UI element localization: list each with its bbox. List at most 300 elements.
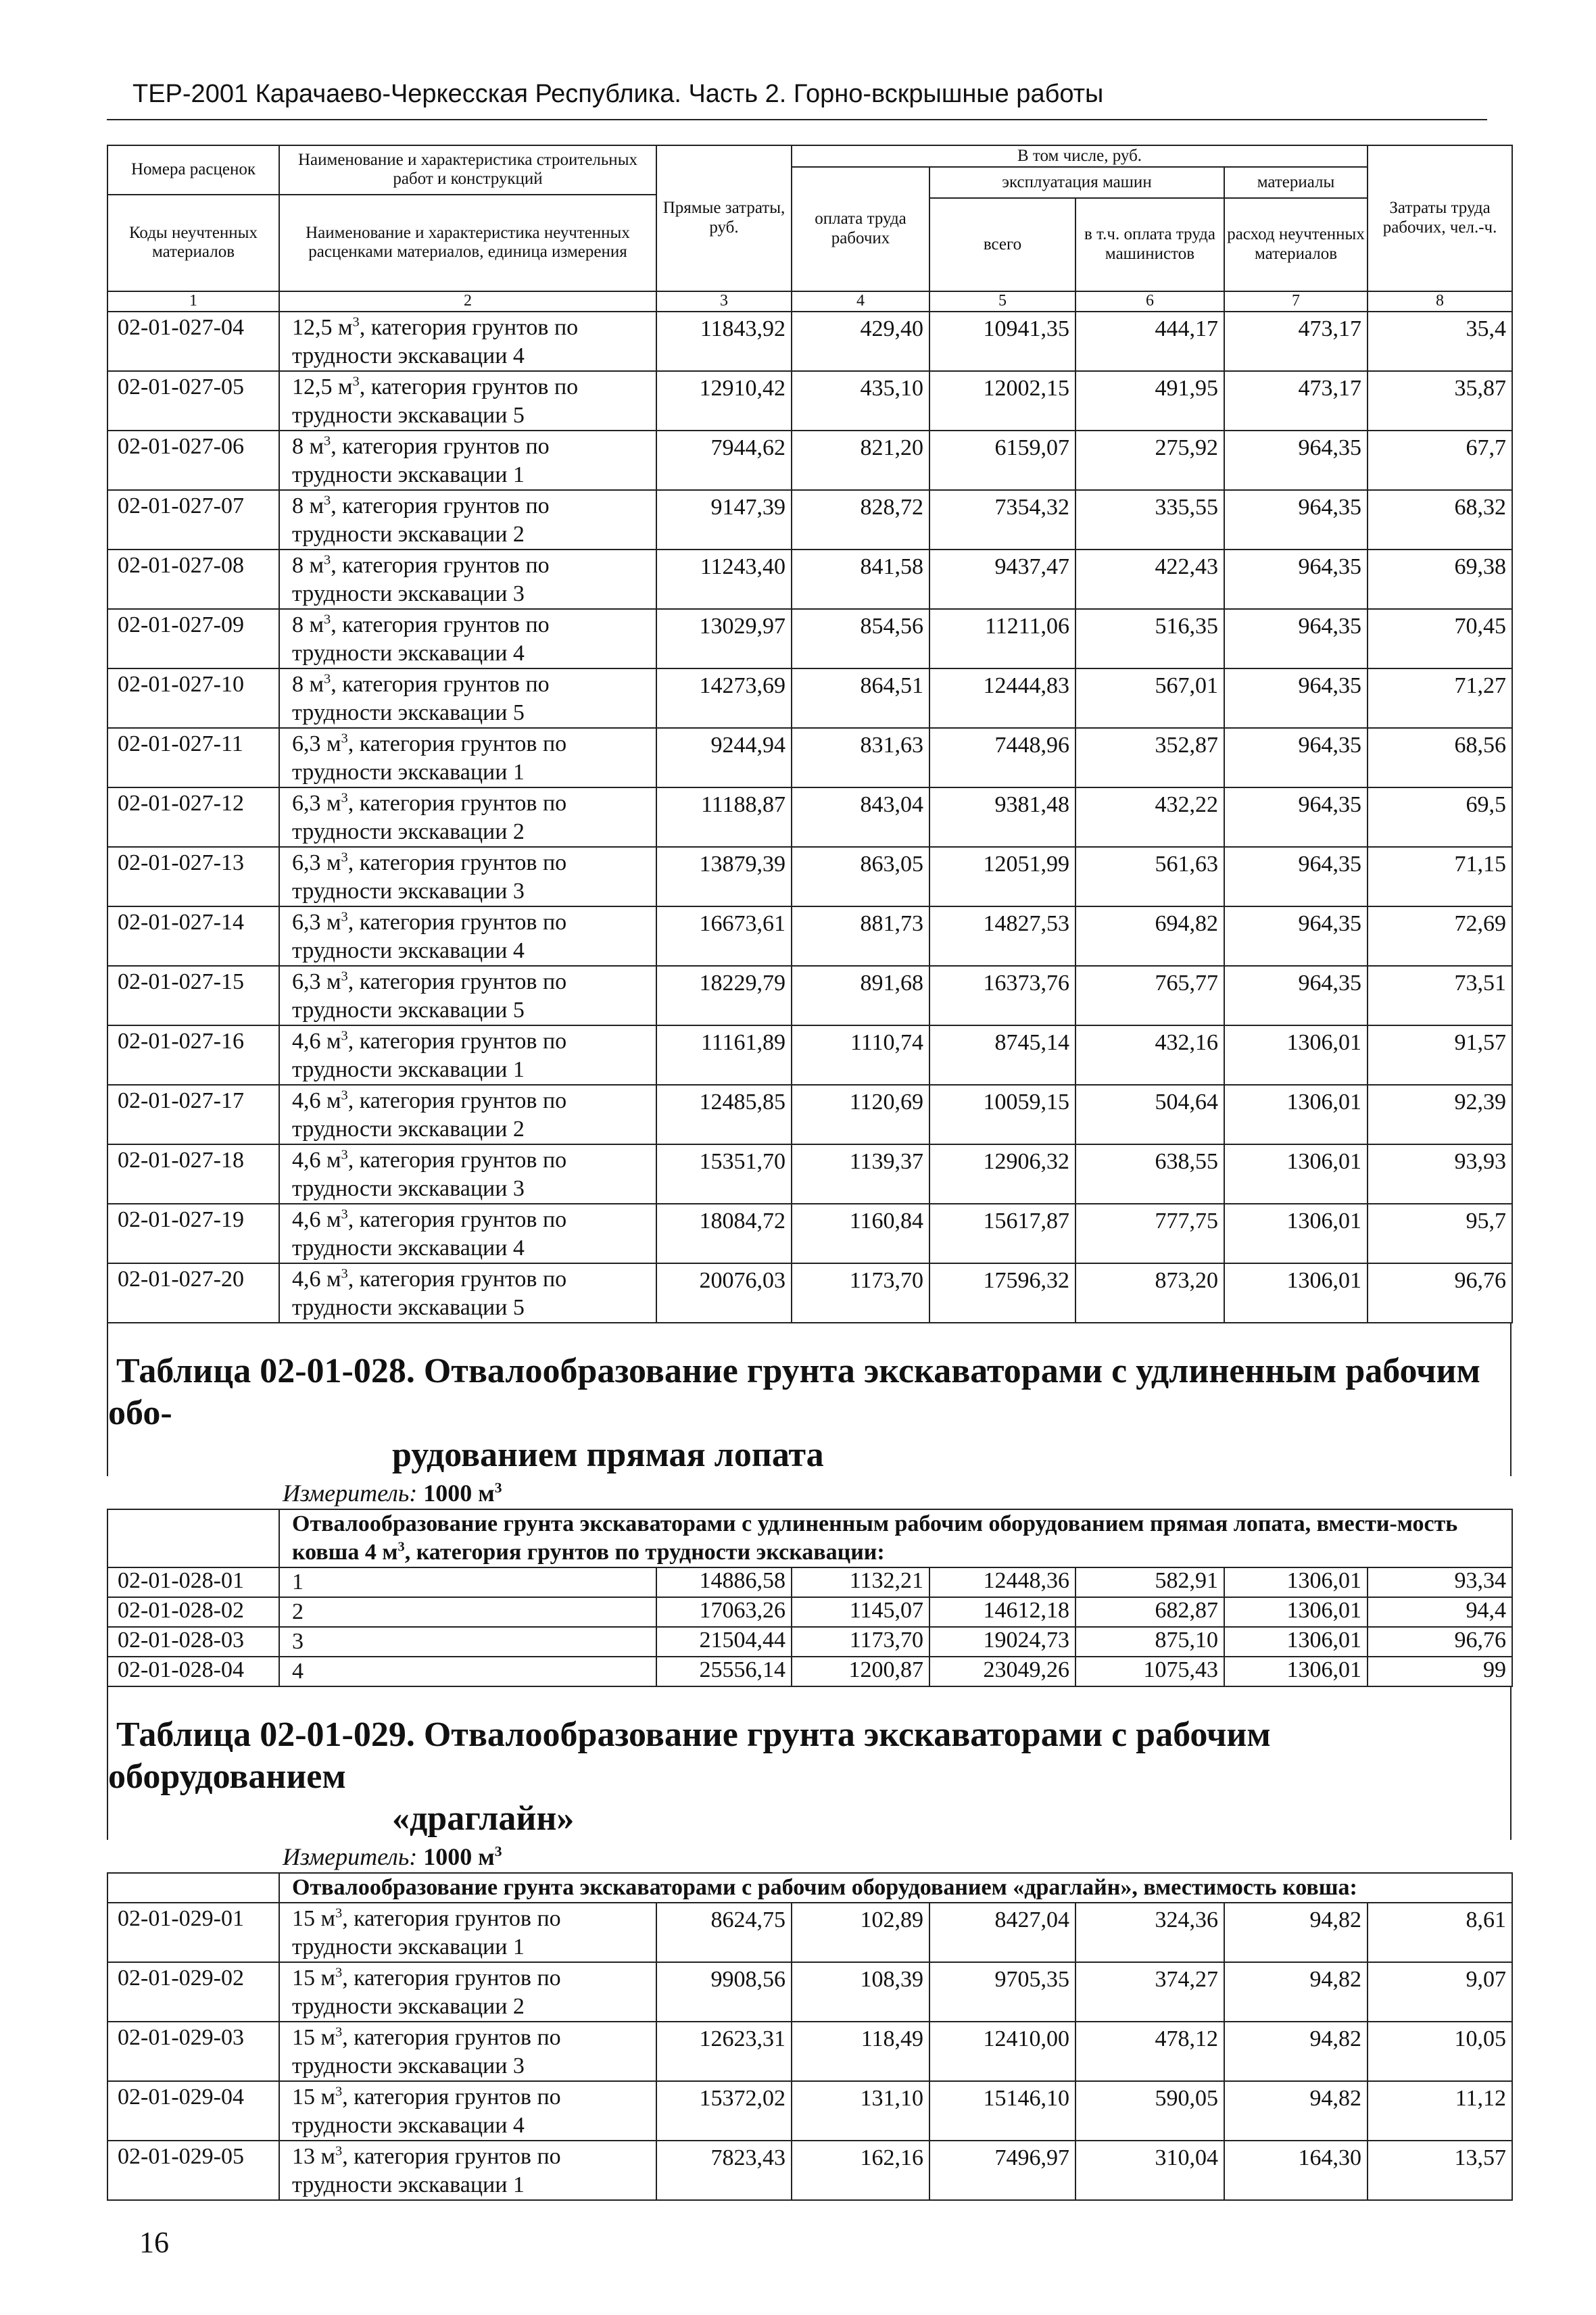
column-number-row	[107, 291, 1512, 312]
value-cell: 94,82	[1224, 2022, 1368, 2081]
unit: м	[309, 493, 324, 518]
rate-code: 02-01-027-18	[107, 1144, 279, 1204]
value-cell: 92,39	[1368, 1085, 1512, 1144]
table-row	[107, 371, 1512, 431]
bucket-volume: 8	[292, 672, 304, 697]
value-cell: 1173,70	[792, 1263, 929, 1323]
value-cell: 777,75	[1075, 1204, 1224, 1263]
unit-power: 3	[324, 433, 331, 449]
table-row	[107, 2141, 1512, 2200]
work-name	[279, 906, 656, 966]
value-cell: 10,05	[1368, 2022, 1512, 2081]
value-cell: 352,87	[1075, 728, 1224, 787]
rate-code: 02-01-029-05	[107, 2141, 279, 2200]
value-cell: 25556,14	[656, 1657, 792, 1686]
unit: м	[327, 731, 341, 756]
unit-power: 3	[324, 493, 331, 508]
value-cell: 99	[1368, 1657, 1512, 1686]
work-name	[279, 2022, 656, 2081]
rate-code: 02-01-027-07	[107, 490, 279, 550]
soil-category: 4	[512, 343, 525, 368]
value-cell: 7823,43	[656, 2141, 792, 2200]
value-cell: 694,82	[1075, 906, 1224, 966]
value-cell: 162,16	[792, 2141, 929, 2200]
col-header-work-name: Наименование и характеристика строительных работ и конструкций Наименование и характеристика неучтенных расценками материалов, единица измерения	[279, 145, 656, 291]
unit-power: 3	[341, 1088, 348, 1103]
value-cell: 881,73	[792, 906, 929, 966]
value-cell: 71,15	[1368, 847, 1512, 906]
value-cell: 964,35	[1224, 431, 1368, 490]
value-cell: 94,82	[1224, 1962, 1368, 2022]
value-cell: 765,77	[1075, 966, 1224, 1025]
table-row	[107, 966, 1512, 1025]
unit: м	[327, 1148, 341, 1173]
value-cell: 11843,92	[656, 312, 792, 371]
unit: м	[309, 612, 324, 637]
unit: м	[327, 969, 341, 994]
value-cell: 1075,43	[1075, 1657, 1224, 1686]
value-cell: 964,35	[1224, 906, 1368, 966]
value-cell: 7354,32	[929, 490, 1075, 550]
value-cell: 96,76	[1368, 1263, 1512, 1323]
name-suffix: , категория грунтов по трудности экскавации	[292, 672, 550, 725]
bucket-volume: 6,3	[292, 791, 321, 816]
value-cell: 93,34	[1368, 1567, 1512, 1597]
column-number: 2	[279, 291, 656, 312]
col-header-machine-operation: эксплуатация машин	[929, 167, 1224, 198]
name-suffix: , категория грунтов по трудности экскавации	[292, 1029, 567, 1082]
bucket-volume: 6,3	[292, 731, 321, 756]
bucket-volume: 4,6	[292, 1207, 321, 1232]
unit-power: 3	[341, 731, 348, 746]
soil-category: 1	[512, 1057, 525, 1082]
value-cell: 1306,01	[1224, 1627, 1368, 1657]
name-suffix: , категория грунтов по трудности экскавации	[292, 2085, 561, 2138]
soil-category: 5	[512, 998, 525, 1023]
value-cell: 831,63	[792, 728, 929, 787]
unit-power: 3	[341, 790, 348, 806]
unit-power: 3	[324, 671, 331, 687]
rate-code: 02-01-027-20	[107, 1263, 279, 1323]
rate-code: 02-01-027-10	[107, 668, 279, 728]
value-cell: 964,35	[1224, 728, 1368, 787]
column-number: 6	[1075, 291, 1224, 312]
work-name	[279, 728, 656, 787]
value-cell: 12410,00	[929, 2022, 1075, 2081]
value-cell: 964,35	[1224, 966, 1368, 1025]
bucket-volume: 15	[292, 2025, 315, 2050]
column-number: 1	[107, 291, 279, 312]
rates-table-028	[107, 1509, 1513, 1687]
value-cell: 11188,87	[656, 787, 792, 847]
table-row	[107, 1657, 1512, 1686]
rate-code: 02-01-029-03	[107, 2022, 279, 2081]
value-cell: 1306,01	[1224, 1657, 1368, 1686]
work-name	[279, 1903, 656, 1962]
rate-code: 02-01-028-04	[107, 1657, 279, 1686]
value-cell: 12444,83	[929, 668, 1075, 728]
unit: м	[309, 434, 324, 459]
name-suffix: , категория грунтов по трудности экскавации	[292, 2025, 561, 2078]
value-cell: 374,27	[1075, 1962, 1224, 2022]
unit: м	[320, 2085, 336, 2110]
value-cell: 18229,79	[656, 966, 792, 1025]
value-cell: 9381,48	[929, 787, 1075, 847]
section-title-028: Таблица 02-01-028. Отвалообразование грунта экскаваторами с удлиненным рабочим обо- рудованием прямая лопата	[107, 1323, 1512, 1476]
bucket-volume: 4,6	[292, 1267, 321, 1292]
value-cell: 16373,76	[929, 966, 1075, 1025]
unit: м	[327, 1207, 341, 1232]
value-cell: 567,01	[1075, 668, 1224, 728]
value-cell: 9,07	[1368, 1962, 1512, 2022]
value-cell: 9908,56	[656, 1962, 792, 2022]
value-cell: 12051,99	[929, 847, 1075, 906]
unit-power: 3	[341, 1028, 348, 1044]
value-cell: 12485,85	[656, 1085, 792, 1144]
unit-power: 3	[335, 2084, 343, 2099]
bucket-volume: 15	[292, 1966, 315, 1991]
value-cell: 1306,01	[1224, 1144, 1368, 1204]
unit: м	[338, 315, 353, 340]
value-cell: 15351,70	[656, 1144, 792, 1204]
unit: м	[327, 910, 341, 935]
value-cell: 12910,42	[656, 371, 792, 431]
value-cell: 590,05	[1075, 2081, 1224, 2141]
unit-power: 3	[352, 374, 360, 389]
name-suffix: , категория грунтов по трудности экскавации	[292, 1148, 567, 1201]
col-header-materials: материалы	[1224, 167, 1368, 198]
column-number: 7	[1224, 291, 1368, 312]
value-cell: 9705,35	[929, 1962, 1075, 2022]
value-cell: 102,89	[792, 1903, 929, 1962]
col-header-operator-wages: в т.ч. оплата труда машинистов	[1075, 198, 1224, 291]
value-cell: 14612,18	[929, 1597, 1075, 1627]
value-cell: 21504,44	[656, 1627, 792, 1657]
table-row	[107, 550, 1512, 609]
table-027-body	[107, 312, 1512, 1323]
value-cell: 35,4	[1368, 312, 1512, 371]
soil-category: 1	[512, 462, 525, 487]
unit-power: 3	[341, 1207, 348, 1222]
unit: м	[320, 2144, 336, 2169]
value-cell: 964,35	[1224, 550, 1368, 609]
value-cell: 11243,40	[656, 550, 792, 609]
table-row	[107, 1597, 1512, 1627]
unit: м	[327, 1267, 341, 1292]
unit-power: 3	[335, 1905, 343, 1921]
work-name	[279, 668, 656, 728]
value-cell: 14827,53	[929, 906, 1075, 966]
rate-code: 02-01-027-17	[107, 1085, 279, 1144]
value-cell: 473,17	[1224, 312, 1368, 371]
table-row	[107, 490, 1512, 550]
rate-code: 02-01-027-11	[107, 728, 279, 787]
value-cell: 95,7	[1368, 1204, 1512, 1263]
work-name	[279, 1025, 656, 1085]
table-row	[107, 1903, 1512, 1962]
value-cell: 1120,69	[792, 1085, 929, 1144]
bucket-volume: 4,6	[292, 1088, 321, 1113]
work-name	[279, 490, 656, 550]
work-name	[279, 371, 656, 431]
soil-category: 3	[512, 1176, 525, 1201]
work-name	[279, 431, 656, 490]
value-cell: 91,57	[1368, 1025, 1512, 1085]
unit: м	[309, 553, 324, 578]
rate-code: 02-01-027-08	[107, 550, 279, 609]
value-cell: 68,32	[1368, 490, 1512, 550]
name-suffix: , категория грунтов по трудности экскавации	[292, 850, 567, 904]
value-cell: 561,63	[1075, 847, 1224, 906]
section-title-029: Таблица 02-01-029. Отвалообразование грунта экскаваторами с рабочим оборудованием «драглайн»	[107, 1687, 1512, 1840]
value-cell: 73,51	[1368, 966, 1512, 1025]
bucket-volume: 8	[292, 493, 304, 518]
soil-category: 1	[512, 2172, 525, 2197]
bucket-volume: 6,3	[292, 969, 321, 994]
value-cell: 67,7	[1368, 431, 1512, 490]
bucket-volume: 6,3	[292, 910, 321, 935]
value-cell: 12448,36	[929, 1567, 1075, 1597]
table-row	[107, 2022, 1512, 2081]
value-cell: 422,43	[1075, 550, 1224, 609]
value-cell: 821,20	[792, 431, 929, 490]
column-number: 4	[792, 291, 929, 312]
value-cell: 516,35	[1075, 609, 1224, 668]
table-row	[107, 728, 1512, 787]
table-row	[107, 609, 1512, 668]
rate-code: 02-01-028-01	[107, 1567, 279, 1597]
work-name	[279, 1962, 656, 2022]
unit: м	[320, 1966, 336, 1991]
work-name	[279, 787, 656, 847]
value-cell: 1200,87	[792, 1657, 929, 1686]
running-header: ТЕР-2001 Карачаево-Черкесская Республика. Часть 2. Горно-вскрышные работы	[132, 80, 1104, 108]
value-cell: 863,05	[792, 847, 929, 906]
value-cell: 1306,01	[1224, 1597, 1368, 1627]
col-header-machines-total: всего	[929, 198, 1075, 291]
bucket-volume: 8	[292, 553, 304, 578]
value-cell: 15372,02	[656, 2081, 792, 2141]
unit: м	[320, 2025, 336, 2050]
table-row	[107, 431, 1512, 490]
soil-category: 3	[279, 1627, 656, 1657]
work-name	[279, 1204, 656, 1263]
value-cell: 491,95	[1075, 371, 1224, 431]
value-cell: 118,49	[792, 2022, 929, 2081]
bucket-volume: 15	[292, 1906, 315, 1931]
bucket-volume: 8	[292, 612, 304, 637]
value-cell: 9437,47	[929, 550, 1075, 609]
unit-power: 3	[335, 2143, 343, 2159]
soil-category: 1	[279, 1567, 656, 1597]
unit: м	[309, 672, 324, 697]
value-cell: 71,27	[1368, 668, 1512, 728]
name-suffix: , категория грунтов по трудности экскавации	[292, 731, 567, 785]
rate-code: 02-01-028-02	[107, 1597, 279, 1627]
rate-code: 02-01-027-09	[107, 609, 279, 668]
table-row	[107, 906, 1512, 966]
value-cell: 96,76	[1368, 1627, 1512, 1657]
value-cell: 504,64	[1075, 1085, 1224, 1144]
work-name	[279, 609, 656, 668]
value-cell: 828,72	[792, 490, 929, 550]
rate-code: 02-01-027-06	[107, 431, 279, 490]
unit-power: 3	[324, 552, 331, 568]
name-suffix: , категория грунтов по трудности экскавации	[292, 1906, 561, 1959]
value-cell: 14886,58	[656, 1567, 792, 1597]
value-cell: 10941,35	[929, 312, 1075, 371]
value-cell: 11,12	[1368, 2081, 1512, 2141]
value-cell: 94,4	[1368, 1597, 1512, 1627]
rate-code: 02-01-027-05	[107, 371, 279, 431]
value-cell: 6159,07	[929, 431, 1075, 490]
unit-power: 3	[324, 612, 331, 627]
value-cell: 478,12	[1075, 2022, 1224, 2081]
name-suffix: , категория грунтов по трудности экскавации	[292, 553, 550, 606]
value-cell: 17596,32	[929, 1263, 1075, 1323]
rate-code: 02-01-029-01	[107, 1903, 279, 1962]
table-row	[107, 1962, 1512, 2022]
work-name	[279, 2081, 656, 2141]
value-cell: 70,45	[1368, 609, 1512, 668]
rate-code: 02-01-029-02	[107, 1962, 279, 2022]
table-row	[107, 787, 1512, 847]
value-cell: 15617,87	[929, 1204, 1075, 1263]
soil-category: 4	[512, 2113, 525, 2138]
value-cell: 7448,96	[929, 728, 1075, 787]
unit-power: 3	[335, 2024, 343, 2040]
value-cell: 432,16	[1075, 1025, 1224, 1085]
soil-category: 4	[512, 938, 525, 963]
value-cell: 1132,21	[792, 1567, 929, 1597]
value-cell: 13029,97	[656, 609, 792, 668]
col-header-unaccounted-materials: расход неучтенных материалов	[1224, 198, 1368, 291]
column-number: 5	[929, 291, 1075, 312]
rate-code: 02-01-027-04	[107, 312, 279, 371]
value-cell: 429,40	[792, 312, 929, 371]
unit-power: 3	[335, 1965, 343, 1980]
column-number: 8	[1368, 291, 1512, 312]
rate-code: 02-01-028-03	[107, 1627, 279, 1657]
value-cell: 964,35	[1224, 490, 1368, 550]
value-cell: 1173,70	[792, 1627, 929, 1657]
table-row	[107, 1263, 1512, 1323]
value-cell: 69,5	[1368, 787, 1512, 847]
value-cell: 964,35	[1224, 847, 1368, 906]
value-cell: 11161,89	[656, 1025, 792, 1085]
table-row	[107, 1085, 1512, 1144]
unit: м	[327, 1088, 341, 1113]
value-cell: 9244,94	[656, 728, 792, 787]
soil-category: 5	[512, 700, 525, 725]
value-cell: 7944,62	[656, 431, 792, 490]
name-suffix: , категория грунтов по трудности экскавации	[292, 434, 550, 487]
unit-power: 3	[341, 909, 348, 925]
name-suffix: , категория грунтов по трудности экскавации	[292, 910, 567, 963]
bucket-volume: 4,6	[292, 1029, 321, 1054]
value-cell: 164,30	[1224, 2141, 1368, 2200]
name-suffix: , категория грунтов по трудности экскавации	[292, 1207, 567, 1261]
work-name	[279, 2141, 656, 2200]
value-cell: 682,87	[1075, 1597, 1224, 1627]
unit-line-028: Измеритель: 1000 $м^3$	[283, 1480, 502, 1507]
bucket-volume: 12,5	[292, 315, 333, 340]
soil-category: 2	[512, 522, 525, 547]
group-heading-029: Отвалообразование грунта экскаваторами с рабочим оборудованием «драглайн», вместимость ковша:	[107, 1873, 1512, 1903]
col-header-rate-number: Номера расценок Коды неучтенных материалов	[107, 145, 279, 291]
value-cell: 873,20	[1075, 1263, 1224, 1323]
rate-code: 02-01-027-13	[107, 847, 279, 906]
unit-power: 3	[341, 1147, 348, 1163]
col-header-labor-costs: Затраты труда рабочих, чел.-ч.	[1368, 145, 1512, 291]
value-cell: 7496,97	[929, 2141, 1075, 2200]
value-cell: 13,57	[1368, 2141, 1512, 2200]
work-name	[279, 312, 656, 371]
value-cell: 1160,84	[792, 1204, 929, 1263]
value-cell: 964,35	[1224, 609, 1368, 668]
value-cell: 72,69	[1368, 906, 1512, 966]
unit: м	[320, 1906, 336, 1931]
value-cell: 638,55	[1075, 1144, 1224, 1204]
table-row	[107, 1144, 1512, 1204]
col-header-including: В том числе, руб.	[792, 145, 1368, 167]
rate-code: 02-01-027-19	[107, 1204, 279, 1263]
name-suffix: , категория грунтов по трудности экскавации	[292, 612, 550, 666]
value-cell: 19024,73	[929, 1627, 1075, 1657]
rate-code: 02-01-027-15	[107, 966, 279, 1025]
value-cell: 275,92	[1075, 431, 1224, 490]
unit-line-029: Измеритель: 1000 $м^3$	[283, 1843, 502, 1870]
soil-category: 3	[512, 2053, 525, 2078]
value-cell: 12002,15	[929, 371, 1075, 431]
value-cell: 1306,01	[1224, 1567, 1368, 1597]
bucket-volume: 13	[292, 2144, 315, 2169]
soil-category: 2	[512, 1994, 525, 2019]
name-suffix: , категория грунтов по трудности экскавации	[292, 1966, 561, 2019]
work-name	[279, 966, 656, 1025]
value-cell: 432,22	[1075, 787, 1224, 847]
value-cell: 964,35	[1224, 668, 1368, 728]
value-cell: 13879,39	[656, 847, 792, 906]
bucket-volume: 8	[292, 434, 304, 459]
value-cell: 1145,07	[792, 1597, 929, 1627]
value-cell: 18084,72	[656, 1204, 792, 1263]
value-cell: 473,17	[1224, 371, 1368, 431]
name-suffix: , категория грунтов по трудности экскавации	[292, 791, 567, 844]
work-name	[279, 1263, 656, 1323]
value-cell: 582,91	[1075, 1567, 1224, 1597]
unit: м	[327, 850, 341, 875]
value-cell: 94,82	[1224, 2081, 1368, 2141]
value-cell: 108,39	[792, 1962, 929, 2022]
value-cell: 93,93	[1368, 1144, 1512, 1204]
value-cell: 964,35	[1224, 787, 1368, 847]
value-cell: 1306,01	[1224, 1085, 1368, 1144]
value-cell: 94,82	[1224, 1903, 1368, 1962]
value-cell: 8745,14	[929, 1025, 1075, 1085]
value-cell: 10059,15	[929, 1085, 1075, 1144]
table-row	[107, 1204, 1512, 1263]
page-number: 16	[139, 2226, 169, 2259]
name-suffix: , категория грунтов по трудности экскавации	[292, 1267, 567, 1320]
table-row	[107, 668, 1512, 728]
soil-category: 4	[279, 1657, 656, 1686]
name-suffix: , категория грунтов по трудности экскавации	[292, 969, 567, 1023]
group-heading-028: Отвалообразование грунта экскаваторами с удлиненным рабочим оборудованием прямая лопата, вмести-мость ковша 4 $м^3$, категория грунтов по трудности экскавации:	[107, 1509, 1512, 1567]
value-cell: 841,58	[792, 550, 929, 609]
work-name	[279, 1085, 656, 1144]
name-suffix: , категория грунтов по трудности экскавации	[292, 493, 550, 547]
